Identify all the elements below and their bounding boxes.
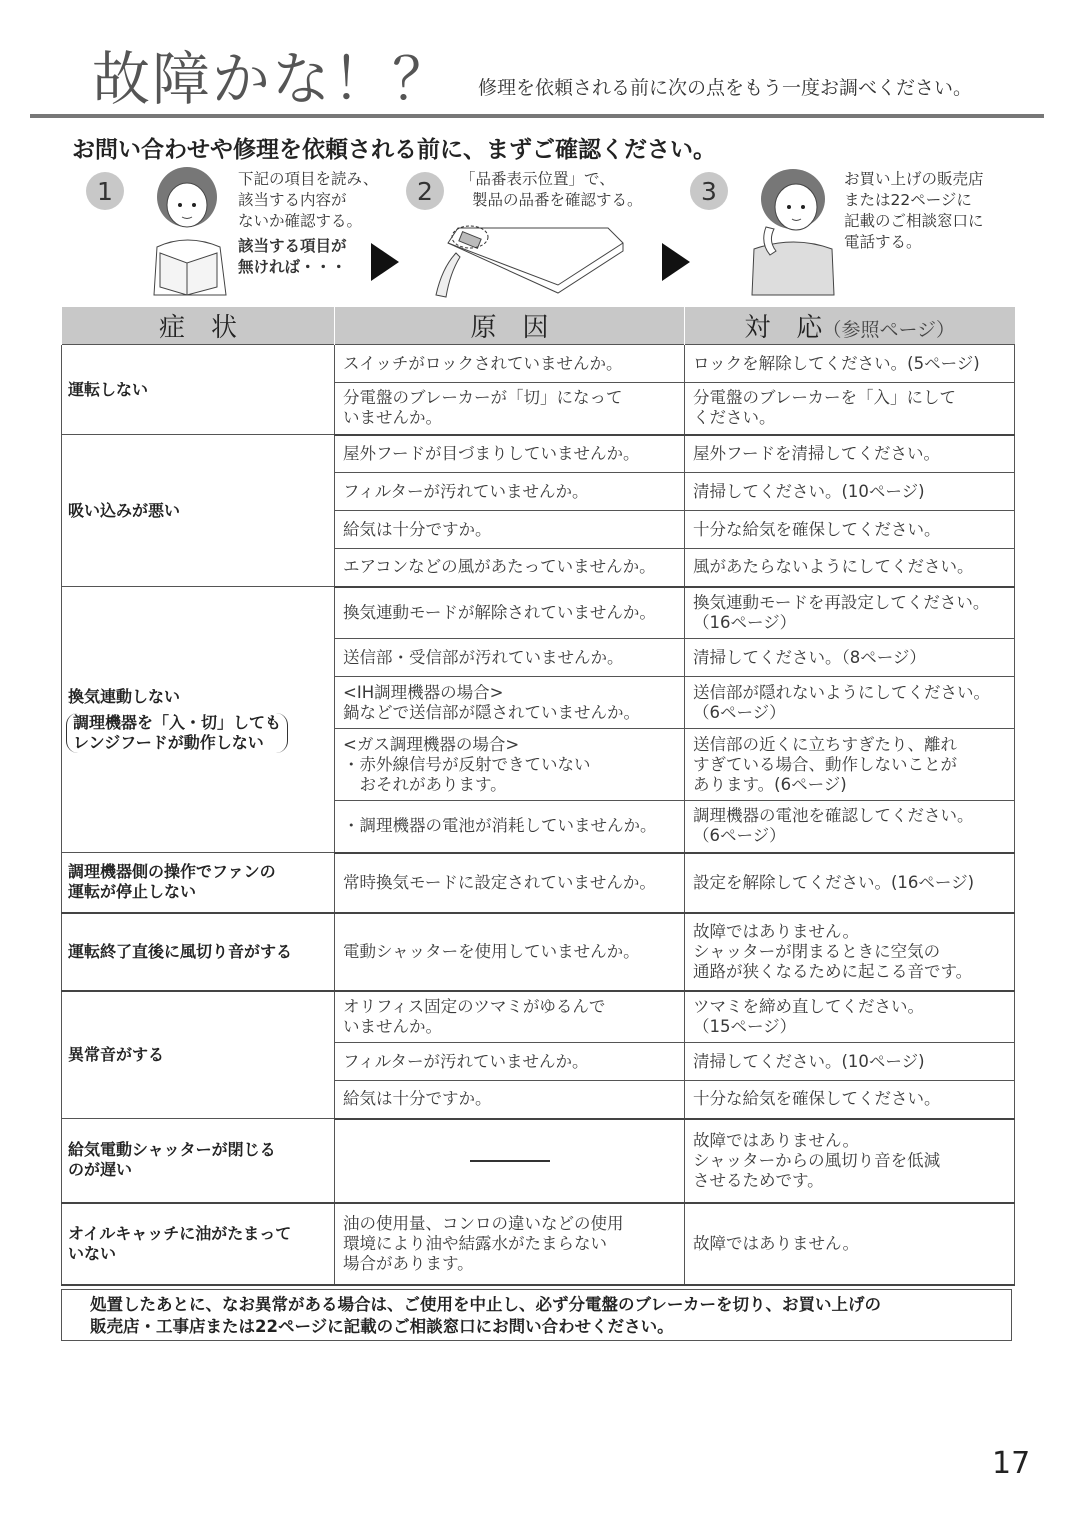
- cause-line: 場合があります。: [343, 1253, 474, 1273]
- cause-cell: [335, 991, 685, 1043]
- symptom-line: オイルキャッチに油がたまって: [68, 1223, 292, 1243]
- troubleshooting-table: [61, 307, 1015, 1286]
- cause-line: おそれがあります。: [343, 774, 507, 794]
- cause-cell: [335, 639, 685, 677]
- cause-cell: [335, 587, 685, 639]
- remedy-line: 送信部の近くに立ちすぎたり、離れ: [693, 734, 957, 754]
- remedy-line: 十分な給気を確保してください。: [693, 519, 941, 539]
- cause-line: 鍋などで送信部が隠されていませんか。: [343, 702, 640, 722]
- remedy-cell: [685, 853, 1015, 913]
- symptom-paren-line: 調理機器を「入・切」しても: [73, 712, 282, 732]
- symptom-line: 換気連動しない: [68, 686, 181, 706]
- header-symptom: 症 状: [62, 307, 335, 345]
- symptom-line: のが遅い: [68, 1160, 133, 1180]
- remedy-cell: [685, 729, 1015, 801]
- empty-dash: [470, 1160, 550, 1162]
- step-1-line: 下記の項目を読み、: [238, 170, 379, 188]
- notice-box: [61, 1289, 1012, 1341]
- remedy-line: 屋外フードを清掃してください。: [693, 443, 941, 463]
- cause-line: ・赤外線信号が反射できていない: [343, 754, 591, 774]
- remedy-line: 故障ではありません。: [693, 1130, 859, 1150]
- step-3-number: 3: [690, 172, 728, 210]
- cause-cell: [335, 913, 685, 991]
- remedy-cell: [685, 345, 1015, 383]
- cause-cell: [335, 677, 685, 729]
- page-subtitle: 修理を依頼される前に次の点をもう一度お調べください。: [478, 77, 973, 99]
- step-2-number: 2: [406, 172, 444, 210]
- arrow-right-icon: [371, 243, 399, 281]
- step-3-text: [844, 169, 984, 253]
- remedy-line: すぎている場合、動作しないことが: [693, 754, 957, 774]
- arrow-right-icon: [662, 243, 690, 281]
- phone-call-person-icon: [746, 165, 841, 297]
- table-row: [62, 587, 1015, 639]
- symptom-line: 異常音がする: [68, 1044, 165, 1064]
- step-1-bold-line: 該当する項目が: [238, 237, 347, 255]
- symptom-line: 給気電動シャッターが閉じる: [68, 1140, 276, 1160]
- remedy-line: 分電盤のブレーカーを「入」にして: [693, 388, 957, 408]
- cause-line: フィルターが汚れていませんか。: [343, 1051, 589, 1071]
- remedy-cell: [685, 1081, 1015, 1119]
- cause-cell: [335, 853, 685, 913]
- header-remedy-label: 対 応: [744, 313, 823, 343]
- cause-line: 送信部・受信部が汚れていませんか。: [343, 647, 624, 667]
- remedy-line: 調理機器の電池を確認してください。: [693, 806, 974, 826]
- table-row: [62, 1119, 1015, 1203]
- cause-line: エアコンなどの風があたっていませんか。: [343, 557, 656, 577]
- symptom-line: 運転が停止しない: [68, 882, 197, 902]
- step-2-text: [460, 169, 643, 211]
- symptom-paren-note: [66, 713, 288, 753]
- step-3-line: 電話する。: [844, 233, 922, 251]
- lead-text: お問い合わせや修理を依頼される前に、まずご確認ください。: [72, 137, 716, 163]
- remedy-line: 清掃してください。（8ページ）: [693, 647, 926, 667]
- cause-line: 分電盤のブレーカーが「切」になって: [343, 388, 623, 408]
- remedy-line: （6ページ）: [693, 702, 786, 722]
- reading-person-icon: [142, 165, 242, 297]
- cause-line: いませんか。: [343, 408, 442, 428]
- cause-cell: [335, 1081, 685, 1119]
- cause-line: オリフィス固定のツマミがゆるんで: [343, 996, 606, 1016]
- symptom-cell: [62, 991, 335, 1119]
- cause-cell: [335, 473, 685, 511]
- page-number: 17: [992, 1446, 1031, 1481]
- range-hood-product-icon: [428, 213, 628, 301]
- step-1-number: 1: [86, 172, 124, 210]
- step-1-text: [238, 169, 378, 278]
- remedy-cell: [685, 991, 1015, 1043]
- step-1-line: 該当する内容が: [238, 191, 347, 209]
- remedy-cell: [685, 801, 1015, 853]
- page-title: 故障かな！？: [92, 45, 453, 113]
- remedy-line: シャッターからの風切り音を低減: [693, 1150, 941, 1170]
- remedy-line: 換気連動モードを再設定してください。: [693, 592, 990, 612]
- step-3-line: 記載のご相談窓口に: [844, 212, 984, 230]
- cause-cell: [335, 511, 685, 549]
- header-cause: 原 因: [335, 307, 685, 345]
- remedy-cell: [685, 435, 1015, 473]
- cause-line: 環境により油や結露水がたまらない: [343, 1233, 607, 1253]
- symptom-line: 運転しない: [68, 379, 149, 399]
- remedy-cell: [685, 511, 1015, 549]
- cause-line: ・調理機器の電池が消耗していませんか。: [343, 816, 657, 836]
- remedy-line: 清掃してください。(10ページ): [693, 481, 925, 501]
- cause-line: フィルターが汚れていませんか。: [343, 481, 589, 501]
- table-row: [62, 853, 1015, 913]
- step-2-line: 製品の品番を確認する。: [472, 191, 643, 209]
- remedy-line: 故障ではありません。: [693, 1233, 859, 1253]
- table-row: [62, 345, 1015, 383]
- page-header: [92, 44, 973, 113]
- remedy-line: シャッターが閉まるときに空気の: [693, 941, 941, 961]
- remedy-cell: [685, 1043, 1015, 1081]
- table-body: [62, 345, 1015, 1285]
- cause-cell: [335, 549, 685, 587]
- remedy-cell: [685, 383, 1015, 435]
- cause-cell: [335, 1119, 685, 1203]
- symptom-cell: [62, 435, 335, 587]
- remedy-line: 故障ではありません。: [693, 921, 859, 941]
- remedy-line: ツマミを締め直してください。: [693, 996, 924, 1016]
- remedy-line: ロックを解除してください。(5ページ): [693, 353, 980, 373]
- cause-cell: [335, 383, 685, 435]
- symptom-cell: [62, 853, 335, 913]
- cause-cell: [335, 729, 685, 801]
- table-row: [62, 1203, 1015, 1285]
- remedy-line: 通路が狭くなるために起こる音です。: [693, 961, 973, 981]
- remedy-line: 送信部が隠れないようにしてください。: [693, 682, 990, 702]
- steps-section: [86, 165, 1016, 305]
- cause-line: <IH調理機器の場合>: [343, 682, 504, 702]
- symptom-line: 吸い込みが悪い: [68, 500, 181, 520]
- remedy-cell: [685, 549, 1015, 587]
- step-1-line: ないか確認する。: [238, 212, 363, 230]
- notice-line: 販売店・工事店または22ページに記載のご相談窓口にお問い合わせください。: [90, 1317, 674, 1336]
- table-row: [62, 991, 1015, 1043]
- remedy-cell: [685, 1119, 1015, 1203]
- cause-line: いませんか。: [343, 1016, 442, 1036]
- cause-cell: [335, 801, 685, 853]
- remedy-cell: [685, 1203, 1015, 1285]
- remedy-cell: [685, 587, 1015, 639]
- cause-line: <ガス調理機器の場合>: [343, 734, 520, 754]
- header-remedy-note: （参照ページ）: [822, 319, 956, 341]
- cause-line: 給気は十分ですか。: [343, 519, 492, 539]
- notice-line: 処置したあとに、なお異常がある場合は、ご使用を中止し、必ず分電盤のブレーカーを切り、お買い上げの: [90, 1295, 882, 1314]
- cause-line: スイッチがロックされていませんか。: [343, 353, 623, 373]
- remedy-line: 十分な給気を確保してください。: [693, 1089, 941, 1109]
- cause-cell: [335, 1203, 685, 1285]
- remedy-line: （15ページ）: [693, 1016, 797, 1036]
- cause-cell: [335, 1043, 685, 1081]
- step-3-line: または22ページに: [844, 191, 972, 209]
- remedy-line: 風があたらないようにしてください。: [693, 557, 974, 577]
- cause-line: 屋外フードが目づまりしていませんか。: [343, 443, 640, 463]
- symptom-cell: [62, 1119, 335, 1203]
- cause-cell: [335, 345, 685, 383]
- table-row: [62, 435, 1015, 473]
- symptom-cell: [62, 913, 335, 991]
- symptom-cell: [62, 345, 335, 435]
- remedy-cell: [685, 473, 1015, 511]
- remedy-line: させるためです。: [693, 1170, 824, 1190]
- remedy-cell: [685, 913, 1015, 991]
- remedy-line: あります。(6ページ): [693, 774, 847, 794]
- cause-cell: [335, 435, 685, 473]
- symptom-line: いない: [68, 1243, 117, 1263]
- table-row: [62, 913, 1015, 991]
- cause-line: 常時換気モードに設定されていませんか。: [343, 872, 656, 892]
- header-remedy: [685, 307, 1015, 345]
- remedy-line: （16ページ）: [693, 612, 797, 632]
- remedy-line: 清掃してください。(10ページ): [693, 1051, 925, 1071]
- step-1-bold-line: 無ければ・・・: [238, 258, 347, 276]
- step-2-line: 「品番表示位置」で、: [460, 170, 615, 188]
- symptom-cell: [62, 587, 335, 853]
- remedy-line: ください。: [693, 408, 776, 428]
- step-3-line: お買い上げの販売店: [844, 170, 984, 188]
- table-header-row: [62, 307, 1015, 345]
- cause-line: 油の使用量、コンロの違いなどの使用: [343, 1213, 624, 1233]
- remedy-cell: [685, 677, 1015, 729]
- cause-line: 換気連動モードが解除されていませんか。: [343, 602, 656, 622]
- symptom-cell: [62, 1203, 335, 1285]
- cause-line: 給気は十分ですか。: [343, 1089, 492, 1109]
- remedy-cell: [685, 639, 1015, 677]
- symptom-paren-line: レンジフードが動作しない: [73, 732, 264, 752]
- remedy-line: （6ページ）: [693, 826, 786, 846]
- header-divider: [30, 114, 1044, 118]
- symptom-line: 運転終了直後に風切り音がする: [68, 941, 293, 961]
- remedy-line: 設定を解除してください。(16ページ): [693, 872, 975, 892]
- cause-line: 電動シャッターを使用していませんか。: [343, 941, 640, 961]
- symptom-line: 調理機器側の操作でファンの: [68, 862, 276, 882]
